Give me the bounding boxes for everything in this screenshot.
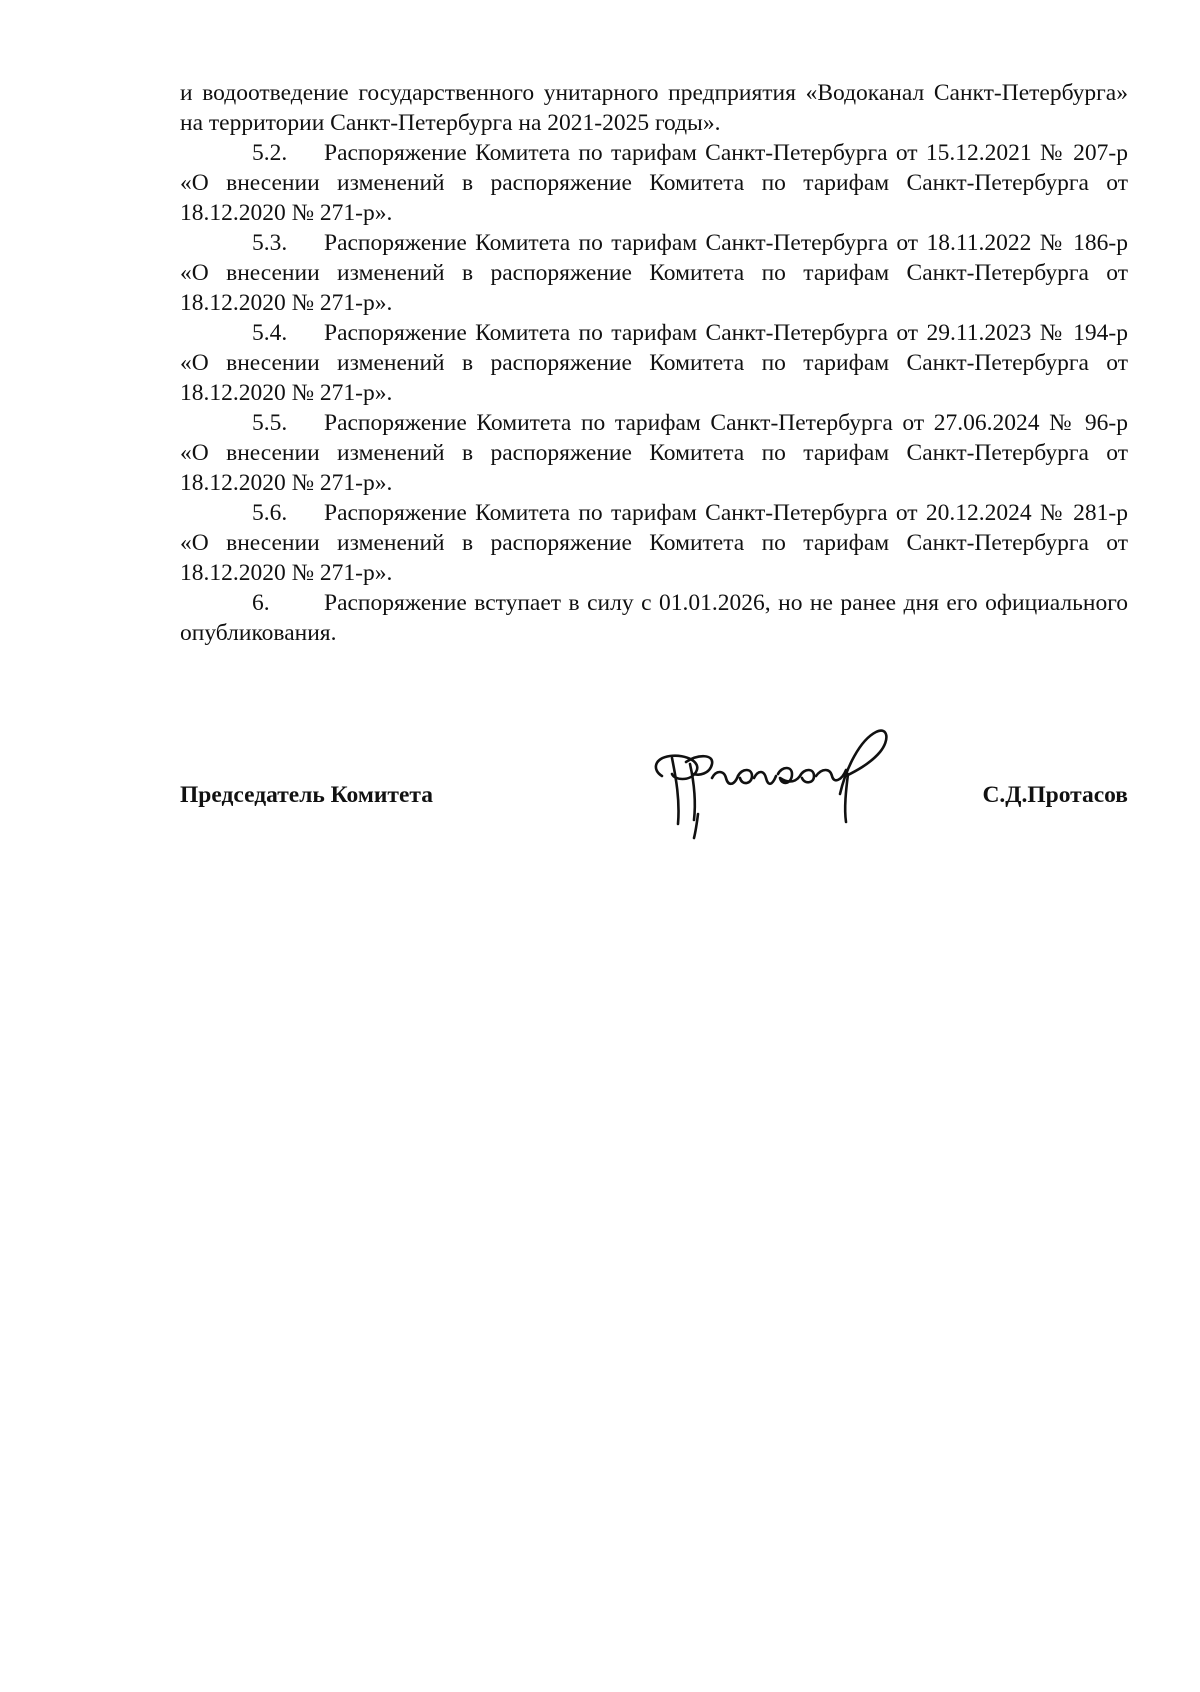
paragraph-number: 5.3. (252, 230, 288, 256)
paragraph-5-6 (180, 498, 1128, 588)
signature-block (180, 760, 1128, 880)
signer-name: С.Д.Протасов (982, 782, 1128, 808)
paragraph-5-5 (180, 408, 1128, 498)
paragraph-text: Распоряжение Комитета по тарифам Санкт-Петербурга от 15.12.2021 № 207-р «О внесении изменений в распоряжение Комитета по тарифам Санкт-Петербурга от 18.12.2020 № 271-р». (180, 140, 1128, 226)
paragraph-5-4 (180, 318, 1128, 408)
paragraph-text: Распоряжение Комитета по тарифам Санкт-Петербурга от 27.06.2024 № 96-р «О внесении изменений в распоряжение Комитета по тарифам Санкт-Петербурга от 18.12.2020 № 271-р». (180, 410, 1128, 496)
paragraph-number: 5.2. (252, 140, 288, 166)
paragraph-number: 5.4. (252, 320, 288, 346)
handwritten-signature (650, 718, 900, 858)
document-body (180, 78, 1128, 648)
signer-title: Председатель Комитета (180, 782, 433, 808)
paragraph-continuation (180, 78, 1128, 138)
paragraph-number: 6. (252, 590, 270, 616)
paragraph-text: Распоряжение вступает в силу с 01.01.2026, но не ранее дня его официального опубликования. (180, 590, 1128, 646)
paragraph-6 (180, 588, 1128, 648)
paragraph-5-3 (180, 228, 1128, 318)
paragraph-text: и водоотведение государственного унитарного предприятия «Водоканал Санкт-Петербурга» на территории Санкт-Петербурга на 2021-2025 годы». (180, 80, 1128, 136)
paragraph-text: Распоряжение Комитета по тарифам Санкт-Петербурга от 29.11.2023 № 194-р «О внесении изменений в распоряжение Комитета по тарифам Санкт-Петербурга от 18.12.2020 № 271-р». (180, 320, 1128, 406)
paragraph-number: 5.6. (252, 500, 288, 526)
paragraph-text: Распоряжение Комитета по тарифам Санкт-Петербурга от 18.11.2022 № 186-р «О внесении изменений в распоряжение Комитета по тарифам Санкт-Петербурга от 18.12.2020 № 271-р». (180, 230, 1128, 316)
paragraph-text: Распоряжение Комитета по тарифам Санкт-Петербурга от 20.12.2024 № 281-р «О внесении изменений в распоряжение Комитета по тарифам Санкт-Петербурга от 18.12.2020 № 271-р». (180, 500, 1128, 586)
paragraph-5-2 (180, 138, 1128, 228)
paragraph-number: 5.5. (252, 410, 288, 436)
